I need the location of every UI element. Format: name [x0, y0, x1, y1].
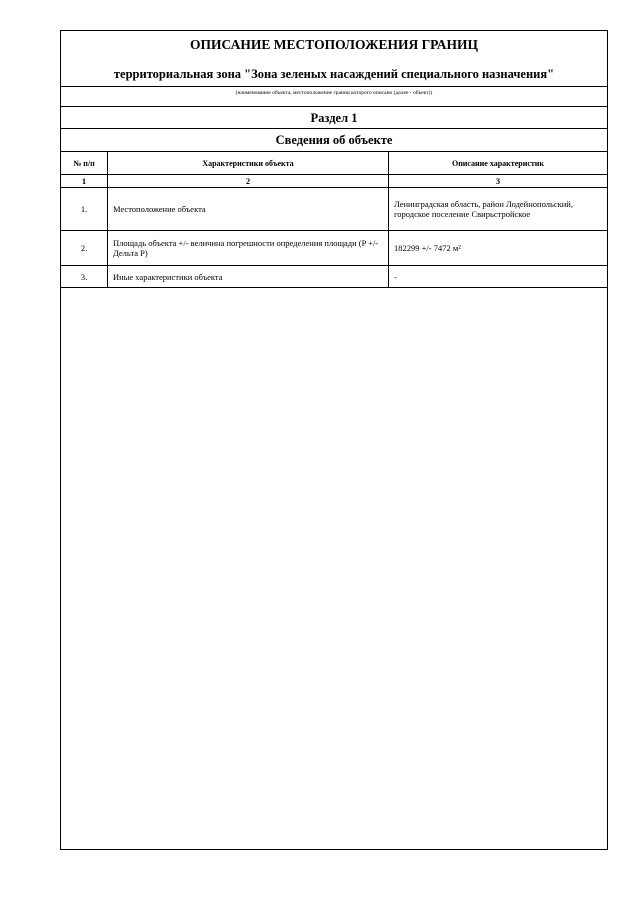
document-frame — [60, 30, 608, 850]
header-description: Описание характеристик — [389, 152, 608, 175]
table-row — [61, 231, 607, 266]
header-characteristic: Характеристики объекта — [108, 152, 389, 175]
table-row — [61, 188, 607, 231]
row-description: - — [389, 266, 608, 288]
column-number-row — [61, 175, 607, 188]
table-header-row — [61, 152, 607, 175]
table-row — [61, 266, 607, 288]
row-num: 3. — [61, 266, 108, 288]
header-num: № п/п — [61, 152, 108, 175]
object-name-caption: (наименование объекта, местоположение границ которого описано (далее - объект)) — [61, 86, 607, 98]
object-name: территориальная зона "Зона зеленых насаждений специального назначения" — [113, 67, 555, 81]
row-description: 182299 +/- 7472 м² — [389, 231, 608, 266]
section-title: Сведения об объекте — [61, 128, 607, 150]
row-characteristic: Местоположение объекта — [108, 188, 389, 231]
column-number-2: 2 — [108, 175, 389, 188]
document-title: ОПИСАНИЕ МЕСТОПОЛОЖЕНИЯ ГРАНИЦ — [190, 37, 478, 52]
row-characteristic: Площадь объекта +/- величина погрешности определения площади (P +/- Дельта P) — [108, 231, 389, 266]
section-label: Раздел 1 — [61, 106, 607, 128]
column-number-1: 1 — [61, 175, 108, 188]
row-num: 1. — [61, 188, 108, 231]
row-characteristic: Иные характеристики объекта — [108, 266, 389, 288]
row-description: Ленинградская область, район Лодейнопольский, городское поселение Свирьстройское — [389, 188, 608, 231]
object-info-table — [61, 151, 607, 288]
column-number-3: 3 — [389, 175, 608, 188]
row-num: 2. — [61, 231, 108, 266]
